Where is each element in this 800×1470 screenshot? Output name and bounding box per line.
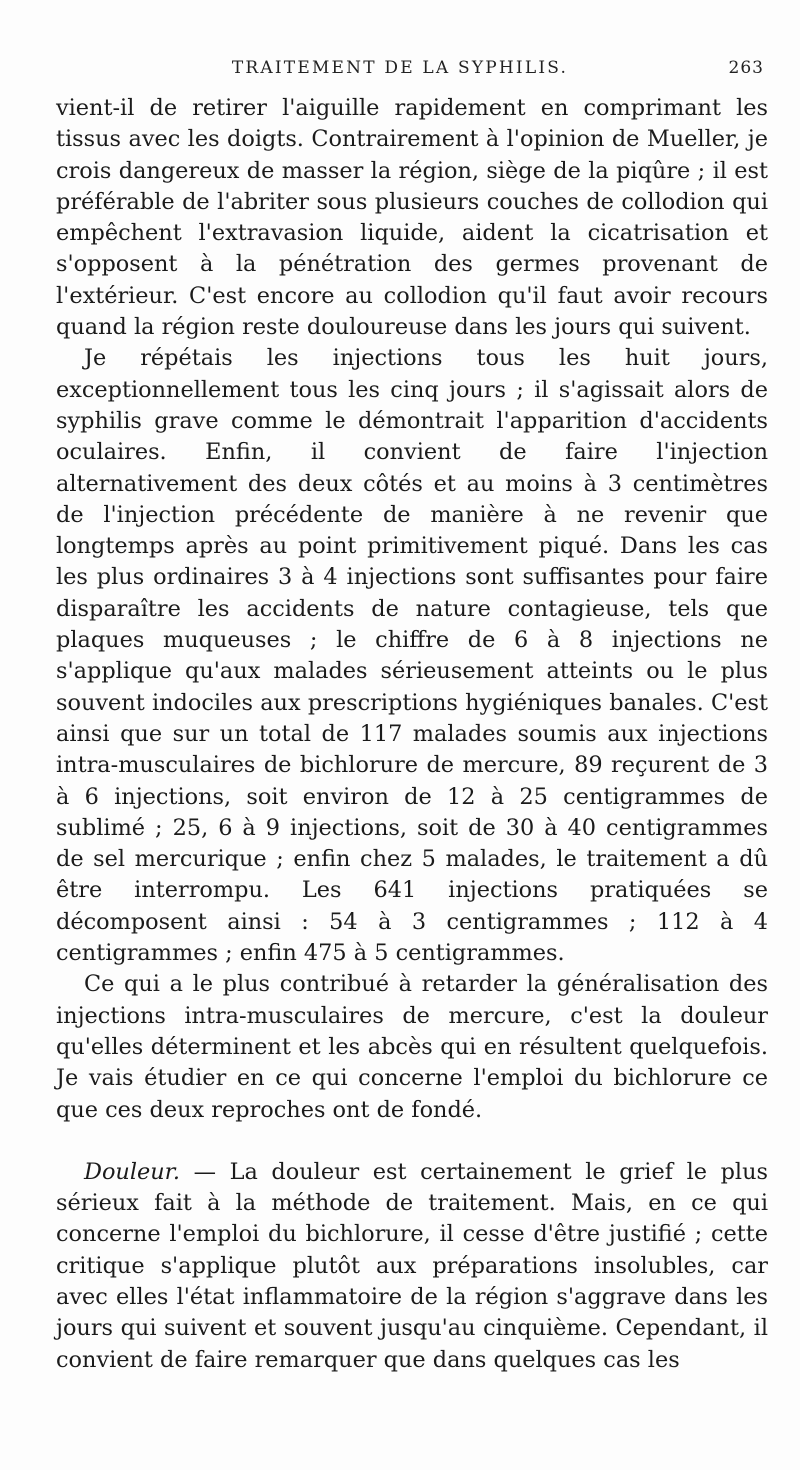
section-douleur — [56, 1157, 768, 1376]
running-head — [0, 58, 800, 82]
page-number: 263 — [728, 58, 764, 78]
paragraph-injection-schedule: Je répétais les injections tous les huit jours, exceptionnellement tous les cinq jours ; il s'agissait alors de syphilis grave comme le démontrait l'apparition d'accidents oculaires. Enfin, il convient de faire l'injection alternativement des deux côtés et au moins à 3 centimètres de l'injection précédente de manière à ne revenir que longtemps après au point primitivement piqué. Dans les cas les plus ordinaires 3 à 4 injections sont suffisantes pour faire disparaître les accidents de nature contagieuse, tels que plaques muqueuses ; le chiffre de 6 à 8 injections ne s'applique qu'aux malades sérieusement atteints ou le plus souvent indociles aux prescriptions hygiéniques banales. C'est ainsi que sur un total de 117 malades soumis aux injections intra-musculaires de bichlorure de mercure, 89 reçurent de 3 à 6 injections, soit environ de 12 à 25 centigrammes de sublimé ; 25, 6 à 9 injections, soit de 30 à 40 centigrammes de sel mercurique ; enfin chez 5 malades, le traitement a dû être interrompu. Les 641 injections pratiquées se décomposent ainsi : 54 à 3 centigrammes ; 112 à 4 centigrammes ; enfin 475 à 5 centigrammes. — [56, 345, 768, 967]
running-title: TRAITEMENT DE LA SYPHILIS. — [231, 58, 569, 78]
paragraph-objections: Ce qui a le plus contribué à retarder la généralisation des injections intra-musculaires de mercure, c'est la douleur qu'elles déterminent et les abcès qui en résultent quelquefois. Je vais étudier en ce qui concerne l'emploi du bichlorure ce que ces deux reproches ont de fondé. — [56, 971, 768, 1123]
section-text: — La douleur est certainement le grief le plus sérieux fait à la méthode de traitement. Mais, en ce qui concerne l'emploi du bichlorure, il cesse d'être justifié ; cette critique s'applique plutôt aux préparations insolubles, car avec elles l'état inflammatoire de la région s'aggrave dans les jours qui suivent et souvent jusqu'au cinquième. Cependant, il convient de faire remarquer que dans quelques cas les — [56, 1158, 768, 1373]
body-text — [56, 93, 768, 1376]
paragraph-continuation: vient-il de retirer l'aiguille rapidement en comprimant les tissus avec les doigts. Contrairement à l'opinion de Mueller, je crois dangereux de masser la région, siège de la piqûre ; il est préférable de l'abriter sous plusieurs couches de collodion qui empêchent l'extravasion liquide, aident la cicatrisation et s'opposent à la pénétration des germes provenant de l'extérieur. C'est encore au collodion qu'il faut avoir recours quand la région reste douloureuse dans les jours qui suivent. — [56, 95, 768, 341]
section-title: Douleur. — [84, 1158, 181, 1185]
